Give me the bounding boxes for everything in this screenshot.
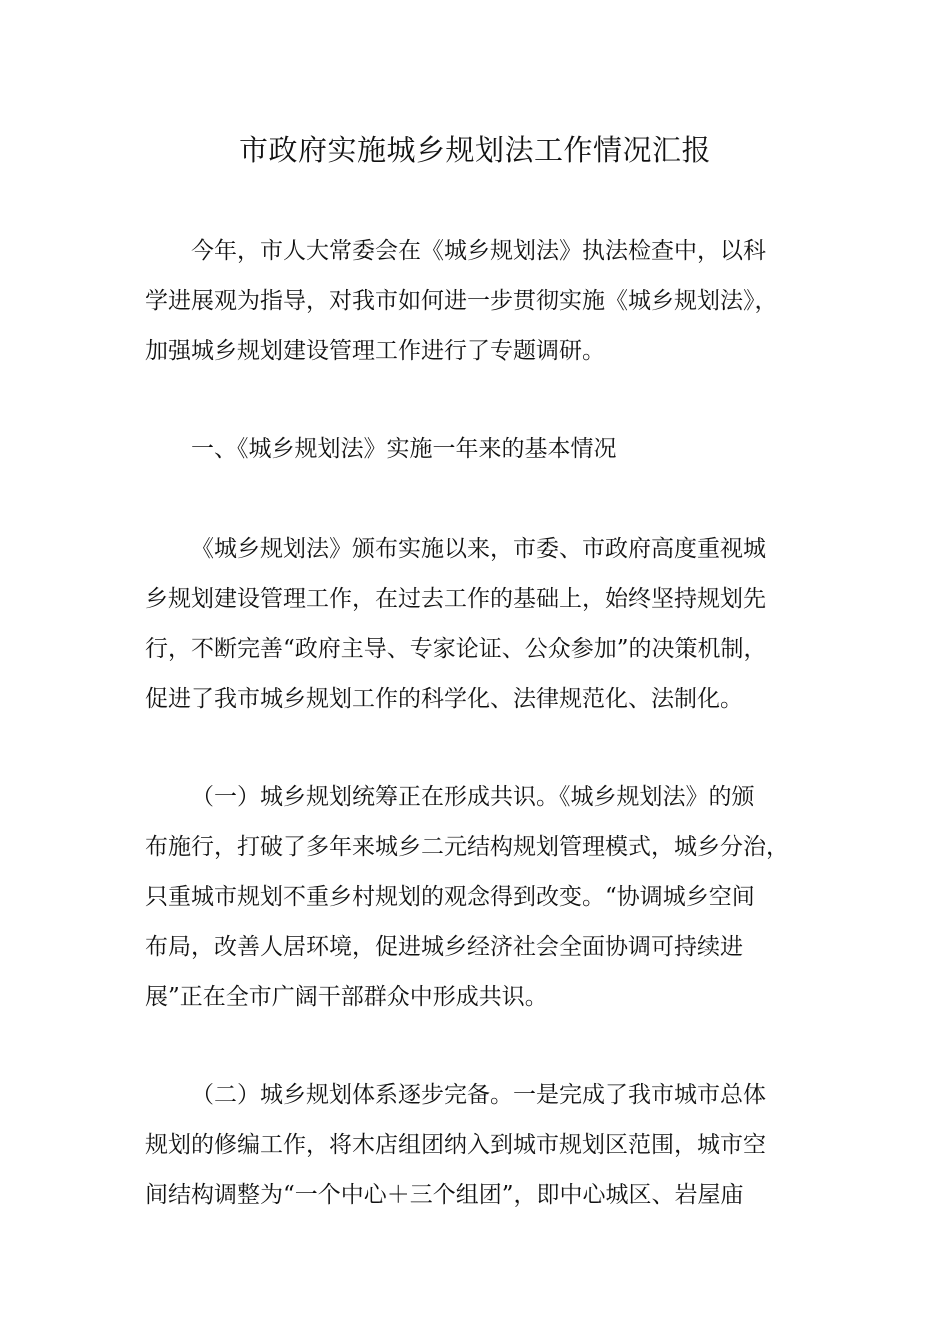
paragraph-line: 加强城乡规划建设管理工作进行了专题调研。 [145,338,605,364]
paragraph-line: 学进展观为指导，对我市如何进一步贯彻实施《城乡规划法》， [145,288,778,314]
paragraph-line: 布局，改善人居环境，促进城乡经济社会全面协调可持续进 [145,934,743,960]
document-title: 市政府实施城乡规划法工作情况汇报 [238,133,711,167]
section-heading-text: 一、《城乡规划法》实施一年来的基本情况 [191,436,617,462]
paragraph-line: 布施行，打破了多年来城乡二元结构规划管理模式，城乡分治， [145,834,789,860]
paragraph-system [145,1070,835,1220]
paragraph-intro [145,226,835,376]
paragraph-line: 展”正在全市广阔干部群众中形成共识。 [145,984,548,1010]
paragraph-line: 间结构调整为“一个中心＋三个组团”，即中心城区、岩屋庙 [145,1182,744,1208]
paragraph-overview [145,524,835,724]
paragraph-line: 乡规划建设管理工作，在过去工作的基础上，始终坚持规划先 [145,586,766,612]
section-heading-1 [145,424,835,474]
paragraph-line: 只重城市规划不重乡村规划的观念得到改变。“协调城乡空间 [145,884,755,910]
paragraph-line: 《城乡规划法》颁布实施以来，市委、市政府高度重视城 [191,536,766,562]
paragraph-line: 促进了我市城乡规划工作的科学化、法律规范化、法制化。 [145,686,743,712]
paragraph-consensus [145,772,835,1022]
paragraph-line: （二）城乡规划体系逐步完备。一是完成了我市城市总体 [191,1082,766,1108]
paragraph-line: （一）城乡规划统筹正在形成共识。《城乡规划法》的颁 [191,784,755,810]
paragraph-line: 行，不断完善“政府主导、专家论证、公众参加”的决策机制， [145,636,767,662]
paragraph-line: 规划的修编工作，将木店组团纳入到城市规划区范围，城市空 [145,1132,766,1158]
paragraph-line: 今年，市人大常委会在《城乡规划法》执法检查中，以科 [191,238,766,264]
